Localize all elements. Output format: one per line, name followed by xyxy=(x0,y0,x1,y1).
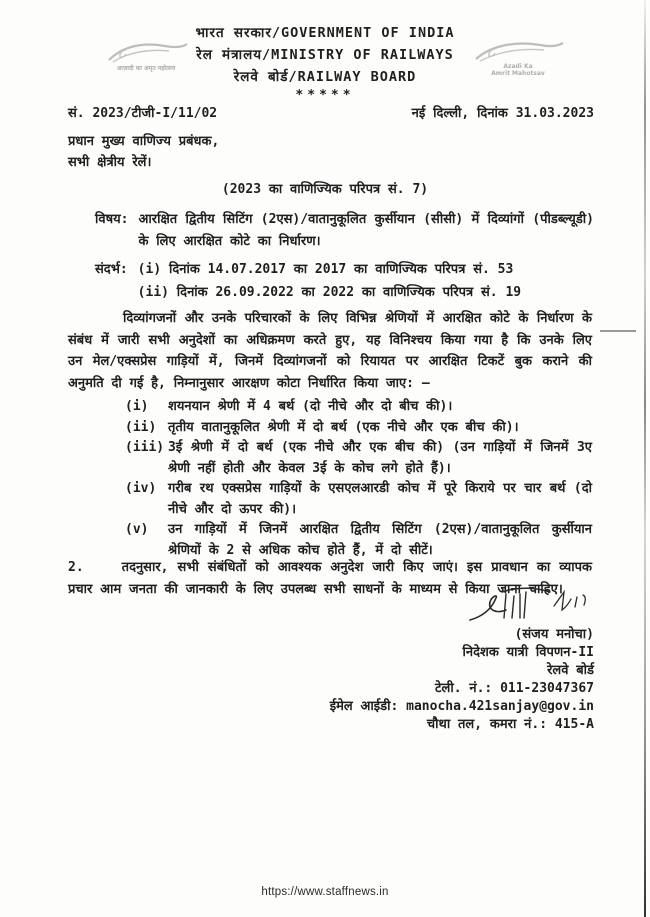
list-text: तृतीय वातानुकूलित श्रेणी में दो बर्थ (एक नीचे और एक बीच की)। xyxy=(168,419,519,435)
list-item xyxy=(125,418,592,439)
reference-item: (i) दिनांक 14.07.2017 का 2017 का वाणिज्यिक परिपत्र सं. 53 xyxy=(137,262,514,277)
footer-url: https://www.staffnews.in xyxy=(261,886,389,898)
para2-text: तदनुसार, सभी संबंधितों को आवश्यक अनुदेश जारी किए जाएं। इस प्रावधान का व्यापक प्रचार आम जनता की जानकारी के लिए उपलब्ध सभी साधनों के माध्यम से किया जाना चाहिए। xyxy=(68,560,592,597)
azadi-amrit-mahotsav-logo-left xyxy=(96,40,196,73)
flag-swoosh-icon xyxy=(103,40,189,66)
list-text: गरीब रथ एक्सप्रेस गाड़ियों के एसएलआरडी कोच में पूरे किराये पर चार बर्थ (दो नीचे और दो ऊपर की)। xyxy=(168,481,592,517)
reference-item: (ii) दिनांक 26.09.2022 का 2022 का वाणिज्यिक परिपत्र सं. 19 xyxy=(137,284,522,300)
file-date-row xyxy=(68,103,594,121)
list-marker: (i) xyxy=(125,399,149,414)
list-marker: (iii) xyxy=(125,440,165,455)
flag-swoosh-icon xyxy=(470,40,566,64)
logo-right-caption-line1: Azadi Ka xyxy=(503,63,533,70)
signatory-designation: निदेशक यात्री विपणन-II xyxy=(462,645,594,660)
subject-label: विषय: xyxy=(95,212,129,227)
signatory-block xyxy=(330,626,594,734)
list-text: उन गाड़ियों में जिनमें आरक्षित द्वितीय सिटिंग (2एस)/वातानुकूलित कुर्सीयान श्रेणियों के 2 से अधिक कोच होते हैं, में दो सीटें। xyxy=(168,522,592,558)
place-date: नई दिल्ली, दिनांक 31.03.2023 xyxy=(411,106,594,121)
circular-number: (2023 का वाणिज्यिक परिपत्र सं. 7) xyxy=(221,182,429,197)
list-marker: (ii) xyxy=(125,419,157,435)
list-text: शयनयान श्रेणी में 4 बर्थ (दो नीचे और दो बीच की)। xyxy=(168,399,453,414)
addressee-line2: सभी क्षेत्रीय रेलें। xyxy=(68,155,152,170)
list-item xyxy=(125,397,592,418)
list-marker: (v) xyxy=(125,522,149,537)
file-number: सं. 2023/टीजी-I/11/02 xyxy=(68,106,218,121)
signatory-address: चौथा तल, कमरा नं.: 415-A xyxy=(426,717,594,732)
ministry-of-railways-line: रेल मंत्रालय/MINISTRY OF RAILWAYS xyxy=(196,47,454,63)
signatory-phone: टेली. नं.: 011-23047367 xyxy=(434,681,594,696)
scan-edge-line xyxy=(644,0,646,917)
list-marker: (iv) xyxy=(125,481,157,496)
reference-block xyxy=(95,259,594,304)
addressee-block xyxy=(68,131,219,173)
quota-list xyxy=(125,397,592,561)
signatory-organization: रेलवे बोर्ड xyxy=(547,663,594,678)
azadi-amrit-mahotsav-logo-right xyxy=(458,40,578,77)
subject-block xyxy=(95,209,594,253)
govt-of-india-line: भारत सरकार/GOVERNMENT OF INDIA xyxy=(195,25,455,41)
list-item xyxy=(125,479,592,520)
railway-board-line: रेलवे बोर्ड/RAILWAY BOARD xyxy=(233,69,417,85)
separator-stars: ***** xyxy=(295,88,355,103)
list-text: 3ई श्रेणी में दो बर्थ (एक नीचे और एक बीच की) (उन गाड़ियों में जिनमें 3ए श्रेणी नहीं होती और केवल 3ई के कोच लगे होते हैं)। xyxy=(168,440,592,476)
signatory-email: ईमेल आईडी: manocha.421sanjay@gov.in xyxy=(329,699,594,714)
list-item xyxy=(125,520,592,561)
scan-dash-mark xyxy=(600,330,636,332)
reference-label: संदर्भ: xyxy=(95,262,128,277)
reference-items xyxy=(138,259,521,304)
body-paragraph-1: दिव्यांगजनों और उनके परिचारकों के लिए विभिन्न श्रेणियों में आरक्षित कोटे के निर्धारण के संबंध में जारी सभी अनुदेशों का अधिक्रमण करते हुए, यह विनिश्चय किया गया है कि उनके लिए उन मेल/एक्सप्रेस गाड़ियों में, जिनमें दिव्यांगजनों को रियायत पर आरक्षित टिकटें बुक कराने की अनुमति दी गई है, निम्नानुसार आरक्षण कोटा निर्धारित किया जाए: – xyxy=(68,311,592,391)
logo-left-caption: आज़ादी का अमृत महोत्सव xyxy=(116,65,176,72)
handwritten-signature xyxy=(462,586,594,630)
list-item xyxy=(125,438,592,479)
subject-text: आरक्षित द्वितीय सिटिंग (2एस)/वातानुकूलित कुर्सीयान (सीसी) में दिव्यांगों (पीडब्ल्यूडी) के लिए आरक्षित कोटे का निर्धारण। xyxy=(138,212,594,249)
addressee-line1: प्रधान मुख्य वाणिज्य प्रबंधक, xyxy=(68,134,220,149)
signatory-name: (संजय मनोचा) xyxy=(514,627,594,642)
para2-number: 2. xyxy=(68,560,84,575)
logo-right-caption-line2: Amrit Mahotsav xyxy=(491,69,545,77)
